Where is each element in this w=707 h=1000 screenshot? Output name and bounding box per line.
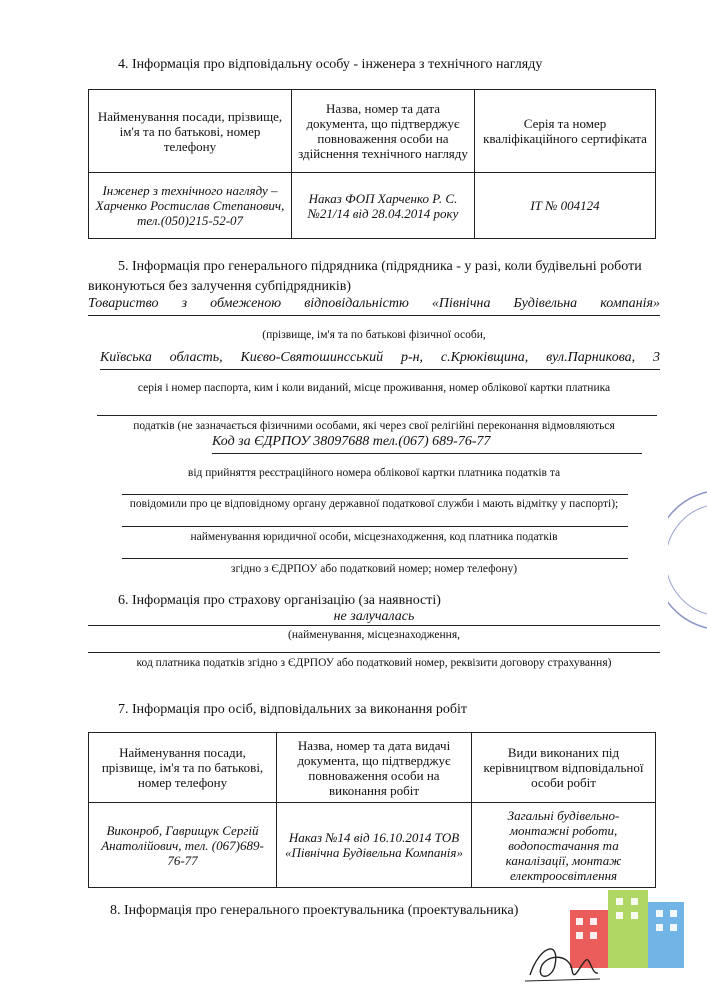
underline	[88, 625, 660, 626]
table-header-row	[89, 733, 656, 803]
underline	[88, 315, 660, 316]
header-cell: Назва, номер та дата видачі документа, що підтверджує повноваження особи на виконання робіт	[277, 733, 472, 803]
engineer-name-cell: Інженер з технічного нагляду – Харченко Ростислав Степанович, тел.(050)215-52-07	[89, 173, 292, 239]
header-cell: Види виконаних під керівництвом відповідальної особи робіт	[472, 733, 656, 803]
table-row	[89, 803, 656, 888]
caption: найменування юридичної особи, місцезнаходження, код платника податків	[190, 531, 558, 543]
caption: (прізвище, ім'я та по батькові фізичної особи,	[262, 329, 486, 341]
caption: серія і номер паспорта, ким і коли виданий, місце проживання, номер облікової картки платника	[137, 382, 611, 394]
underline	[212, 453, 642, 454]
caption: від прийняття реєстраційного номера облікової картки платника податків та	[187, 467, 561, 479]
section-8-title: 8. Інформація про генерального проектувальника (проектувальника)	[110, 903, 519, 918]
caption: код платника податків згідно з ЄДРПОУ або податковий номер, реквізити договору страхування)	[136, 657, 612, 669]
caption: (найменування, місцезнаходження,	[288, 629, 460, 641]
caption: податків (не зазначається фізичними особами, які через свої релігійні переконання відмовляються	[133, 420, 615, 432]
underline	[122, 526, 628, 527]
table-row	[89, 173, 656, 239]
section-5-title: 5. Інформація про генерального підрядника (підрядника - у разі, коли будівельні роботи виконуються без залучення субпідрядників)	[88, 259, 642, 294]
header-cell: Назва, номер та дата документа, що підтверджує повноваження особи на здійснення технічного нагляду	[292, 90, 475, 173]
section-7-title: 7. Інформація про осіб, відповідальних за виконання робіт	[118, 702, 468, 717]
company-name: Товариство з обмеженою відповідальністю «Північна Будівельна компанія»	[88, 296, 660, 311]
table-header-row	[89, 90, 656, 173]
underline	[97, 415, 657, 416]
caption: згідно з ЄДРПОУ або податковий номер; номер телефону)	[230, 563, 518, 575]
engineer-table	[88, 89, 656, 239]
underline	[122, 558, 628, 559]
stamp-fragment	[668, 490, 707, 630]
underline	[88, 652, 660, 653]
underline	[122, 494, 628, 495]
foreman-name-cell: Виконроб, Гаврищук Сергій Анатолійович, тел. (067)689-76-77	[89, 803, 277, 888]
header-cell: Серія та номер кваліфікаційного сертифіката	[475, 90, 656, 173]
engineer-order-cell: Наказ ФОП Харченко Р. С. №21/14 від 28.04.2014 року	[292, 173, 475, 239]
responsible-persons-table	[88, 732, 656, 888]
certificate-cell: ІТ № 004124	[475, 173, 656, 239]
underline	[100, 369, 660, 370]
company-code-phone: Код за ЄДРПОУ 38097688 тел.(067) 689-76-77	[212, 434, 491, 449]
header-cell: Найменування посади, прізвище, ім'я та по батькові, номер телефону	[89, 90, 292, 173]
section-4-title: 4. Інформація про відповідальну особу - інженера з технічного нагляду	[118, 57, 543, 72]
company-address: Київська область, Києво-Святошинсський р-н, с.Крюківщина, вул.Парникова, 3	[100, 350, 660, 365]
signature	[520, 935, 610, 990]
foreman-order-cell: Наказ №14 від 16.10.2014 ТОВ «Північна Будівельна Компанія»	[277, 803, 472, 888]
caption: повідомили про це відповідному органу державної податкової служби і мають відмітку у паспорті);	[129, 498, 619, 510]
work-types-cell: Загальні будівельно-монтажні роботи, водопостачання та каналізації, монтаж електроосвітлення	[472, 803, 656, 888]
header-cell: Найменування посади, прізвище, ім'я та по батькові, номер телефону	[89, 733, 277, 803]
section-6-title: 6. Інформація про страхову організацію (за наявності)	[118, 593, 441, 608]
insurance-value: не залучалась	[333, 609, 415, 624]
